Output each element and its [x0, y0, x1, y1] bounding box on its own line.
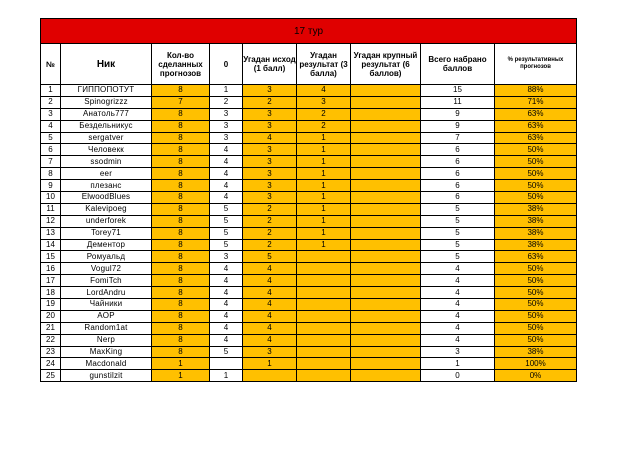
row-made: 1	[152, 358, 210, 370]
row-zero: 4	[210, 287, 243, 299]
row-zero: 2	[210, 96, 243, 108]
header-result: Угадан результат (3 балла)	[297, 44, 351, 85]
row-pct: 50%	[495, 322, 577, 334]
table-row	[41, 120, 577, 132]
table-row	[41, 346, 577, 358]
header-big: Угадан крупный результат (6 баллов)	[351, 44, 421, 85]
row-result: 1	[297, 144, 351, 156]
row-pct: 50%	[495, 144, 577, 156]
row-nick: Бездельникус	[61, 120, 152, 132]
row-outcome: 3	[243, 120, 297, 132]
row-big	[351, 227, 421, 239]
row-big	[351, 239, 421, 251]
row-number: 15	[41, 251, 61, 263]
header-num: №	[41, 44, 61, 85]
row-made: 8	[152, 215, 210, 227]
row-total: 15	[421, 85, 495, 97]
row-pct: 50%	[495, 156, 577, 168]
row-outcome: 2	[243, 227, 297, 239]
standings-table	[40, 18, 577, 382]
row-outcome: 5	[243, 251, 297, 263]
row-result: 1	[297, 168, 351, 180]
row-big	[351, 358, 421, 370]
row-number: 5	[41, 132, 61, 144]
table-row	[41, 215, 577, 227]
table-row	[41, 168, 577, 180]
row-nick: sergatver	[61, 132, 152, 144]
row-big	[351, 203, 421, 215]
row-big	[351, 334, 421, 346]
row-zero: 4	[210, 299, 243, 311]
row-total: 6	[421, 156, 495, 168]
row-total: 4	[421, 310, 495, 322]
table-row	[41, 310, 577, 322]
table-row	[41, 132, 577, 144]
row-big	[351, 108, 421, 120]
row-outcome: 2	[243, 215, 297, 227]
row-big	[351, 144, 421, 156]
row-result	[297, 370, 351, 382]
row-made: 8	[152, 132, 210, 144]
row-nick: ГИППОПОТУТ	[61, 85, 152, 97]
row-pct: 38%	[495, 346, 577, 358]
row-pct: 50%	[495, 180, 577, 192]
row-zero	[210, 358, 243, 370]
row-zero: 5	[210, 203, 243, 215]
row-outcome: 4	[243, 334, 297, 346]
row-total: 7	[421, 132, 495, 144]
row-big	[351, 251, 421, 263]
row-nick: Kalevipoeg	[61, 203, 152, 215]
row-total: 5	[421, 239, 495, 251]
row-result	[297, 299, 351, 311]
row-number: 21	[41, 322, 61, 334]
row-result: 1	[297, 180, 351, 192]
table-row	[41, 85, 577, 97]
row-made: 8	[152, 310, 210, 322]
row-big	[351, 180, 421, 192]
row-nick: gunstilzit	[61, 370, 152, 382]
row-pct: 50%	[495, 287, 577, 299]
row-zero: 5	[210, 239, 243, 251]
row-outcome: 4	[243, 322, 297, 334]
row-total: 11	[421, 96, 495, 108]
row-made: 8	[152, 180, 210, 192]
row-outcome: 2	[243, 96, 297, 108]
table-row	[41, 227, 577, 239]
row-big	[351, 299, 421, 311]
row-nick: ssodmin	[61, 156, 152, 168]
row-made: 8	[152, 322, 210, 334]
row-number: 8	[41, 168, 61, 180]
row-result	[297, 287, 351, 299]
row-made: 8	[152, 287, 210, 299]
row-big	[351, 287, 421, 299]
row-made: 8	[152, 275, 210, 287]
row-total: 9	[421, 108, 495, 120]
row-number: 25	[41, 370, 61, 382]
row-nick: Random1at	[61, 322, 152, 334]
row-made: 8	[152, 334, 210, 346]
row-outcome: 3	[243, 85, 297, 97]
row-big	[351, 346, 421, 358]
row-nick: Torey71	[61, 227, 152, 239]
row-number: 17	[41, 275, 61, 287]
row-total: 4	[421, 287, 495, 299]
row-outcome: 1	[243, 358, 297, 370]
row-number: 9	[41, 180, 61, 192]
row-total: 5	[421, 215, 495, 227]
row-made: 8	[152, 144, 210, 156]
row-zero: 4	[210, 310, 243, 322]
row-nick: Анатоль777	[61, 108, 152, 120]
table-row	[41, 239, 577, 251]
row-made: 8	[152, 108, 210, 120]
row-pct: 100%	[495, 358, 577, 370]
row-number: 16	[41, 263, 61, 275]
row-big	[351, 263, 421, 275]
row-nick: Дементор	[61, 239, 152, 251]
row-zero: 4	[210, 334, 243, 346]
row-result: 2	[297, 108, 351, 120]
row-zero: 4	[210, 322, 243, 334]
row-nick: MaxKing	[61, 346, 152, 358]
row-nick: Vogul72	[61, 263, 152, 275]
round-title: 17 тур	[41, 19, 577, 44]
header-outcome: Угадан исход (1 балл)	[243, 44, 297, 85]
table-row	[41, 144, 577, 156]
row-total: 6	[421, 180, 495, 192]
row-result: 1	[297, 156, 351, 168]
row-zero: 3	[210, 120, 243, 132]
row-result: 1	[297, 203, 351, 215]
table-row	[41, 263, 577, 275]
row-zero: 4	[210, 180, 243, 192]
table-row	[41, 192, 577, 204]
row-made: 8	[152, 85, 210, 97]
row-zero: 1	[210, 370, 243, 382]
row-total: 0	[421, 370, 495, 382]
table-row	[41, 251, 577, 263]
row-nick: Spinogrizzz	[61, 96, 152, 108]
row-outcome: 3	[243, 156, 297, 168]
table-row	[41, 299, 577, 311]
table-row	[41, 180, 577, 192]
row-big	[351, 120, 421, 132]
row-nick: AOP	[61, 310, 152, 322]
row-number: 1	[41, 85, 61, 97]
row-zero: 1	[210, 85, 243, 97]
row-outcome: 3	[243, 108, 297, 120]
row-result	[297, 263, 351, 275]
row-outcome: 3	[243, 192, 297, 204]
header-pct: % результативных прогнозов	[495, 44, 577, 85]
row-pct: 63%	[495, 108, 577, 120]
row-nick: Macdonald	[61, 358, 152, 370]
row-result: 4	[297, 85, 351, 97]
row-outcome: 3	[243, 180, 297, 192]
row-total: 4	[421, 322, 495, 334]
row-pct: 38%	[495, 227, 577, 239]
row-outcome: 4	[243, 310, 297, 322]
row-made: 7	[152, 96, 210, 108]
header-total: Всего набрано баллов	[421, 44, 495, 85]
row-pct: 0%	[495, 370, 577, 382]
row-total: 5	[421, 227, 495, 239]
table-body	[41, 85, 577, 382]
row-outcome: 3	[243, 144, 297, 156]
header-zero: 0	[210, 44, 243, 85]
row-pct: 63%	[495, 251, 577, 263]
row-pct: 50%	[495, 192, 577, 204]
row-total: 9	[421, 120, 495, 132]
row-number: 13	[41, 227, 61, 239]
row-result: 1	[297, 132, 351, 144]
row-pct: 63%	[495, 120, 577, 132]
row-pct: 50%	[495, 334, 577, 346]
row-pct: 38%	[495, 203, 577, 215]
row-result	[297, 251, 351, 263]
table-row	[41, 203, 577, 215]
row-pct: 63%	[495, 132, 577, 144]
row-pct: 50%	[495, 275, 577, 287]
row-big	[351, 156, 421, 168]
row-total: 1	[421, 358, 495, 370]
header-nick: Ник	[61, 44, 152, 85]
row-number: 18	[41, 287, 61, 299]
row-number: 10	[41, 192, 61, 204]
row-outcome: 3	[243, 168, 297, 180]
row-zero: 4	[210, 156, 243, 168]
row-number: 2	[41, 96, 61, 108]
row-result: 1	[297, 215, 351, 227]
row-total: 6	[421, 192, 495, 204]
table-row	[41, 334, 577, 346]
row-number: 24	[41, 358, 61, 370]
row-result	[297, 358, 351, 370]
row-result	[297, 275, 351, 287]
header-made: Кол-во сделанных прогнозов	[152, 44, 210, 85]
row-outcome: 4	[243, 287, 297, 299]
row-zero: 4	[210, 275, 243, 287]
row-zero: 5	[210, 227, 243, 239]
row-total: 4	[421, 334, 495, 346]
row-made: 8	[152, 227, 210, 239]
row-number: 6	[41, 144, 61, 156]
row-result	[297, 346, 351, 358]
row-result: 1	[297, 192, 351, 204]
row-made: 8	[152, 192, 210, 204]
row-result: 1	[297, 239, 351, 251]
row-zero: 4	[210, 168, 243, 180]
row-total: 4	[421, 263, 495, 275]
row-nick: FomiTch	[61, 275, 152, 287]
row-pct: 38%	[495, 239, 577, 251]
row-pct: 38%	[495, 215, 577, 227]
row-total: 6	[421, 168, 495, 180]
row-nick: плезанс	[61, 180, 152, 192]
row-zero: 3	[210, 108, 243, 120]
table-row	[41, 275, 577, 287]
row-total: 5	[421, 251, 495, 263]
row-pct: 71%	[495, 96, 577, 108]
row-pct: 50%	[495, 299, 577, 311]
row-result: 1	[297, 227, 351, 239]
row-made: 8	[152, 156, 210, 168]
row-big	[351, 85, 421, 97]
row-made: 8	[152, 203, 210, 215]
row-result	[297, 322, 351, 334]
row-total: 4	[421, 299, 495, 311]
row-total: 5	[421, 203, 495, 215]
row-big	[351, 132, 421, 144]
row-total: 3	[421, 346, 495, 358]
row-big	[351, 370, 421, 382]
row-pct: 50%	[495, 168, 577, 180]
table-row	[41, 358, 577, 370]
row-pct: 50%	[495, 263, 577, 275]
row-number: 11	[41, 203, 61, 215]
row-big	[351, 275, 421, 287]
table-row	[41, 322, 577, 334]
row-total: 4	[421, 275, 495, 287]
table-row	[41, 370, 577, 382]
row-number: 19	[41, 299, 61, 311]
row-nick: LordAndru	[61, 287, 152, 299]
row-zero: 3	[210, 132, 243, 144]
row-nick: ElwoodBlues	[61, 192, 152, 204]
row-big	[351, 168, 421, 180]
row-outcome: 4	[243, 275, 297, 287]
row-nick: Чайники	[61, 299, 152, 311]
row-nick: Ромуальд	[61, 251, 152, 263]
row-made: 8	[152, 239, 210, 251]
row-number: 7	[41, 156, 61, 168]
table-row	[41, 287, 577, 299]
row-outcome: 2	[243, 203, 297, 215]
row-big	[351, 215, 421, 227]
row-number: 20	[41, 310, 61, 322]
row-made: 1	[152, 370, 210, 382]
row-result: 3	[297, 96, 351, 108]
row-pct: 88%	[495, 85, 577, 97]
row-big	[351, 322, 421, 334]
row-made: 8	[152, 120, 210, 132]
row-outcome: 4	[243, 299, 297, 311]
row-number: 14	[41, 239, 61, 251]
row-result	[297, 310, 351, 322]
row-total: 6	[421, 144, 495, 156]
row-outcome: 4	[243, 132, 297, 144]
row-made: 8	[152, 299, 210, 311]
row-made: 8	[152, 346, 210, 358]
row-zero: 4	[210, 263, 243, 275]
row-number: 4	[41, 120, 61, 132]
row-nick: Человекк	[61, 144, 152, 156]
row-zero: 4	[210, 192, 243, 204]
row-zero: 5	[210, 346, 243, 358]
row-result	[297, 334, 351, 346]
row-big	[351, 96, 421, 108]
row-outcome: 4	[243, 263, 297, 275]
row-big	[351, 310, 421, 322]
row-number: 3	[41, 108, 61, 120]
table-row	[41, 156, 577, 168]
table-row	[41, 96, 577, 108]
row-nick: underforek	[61, 215, 152, 227]
row-outcome	[243, 370, 297, 382]
row-made: 8	[152, 263, 210, 275]
row-number: 23	[41, 346, 61, 358]
row-zero: 5	[210, 215, 243, 227]
row-big	[351, 192, 421, 204]
row-zero: 3	[210, 251, 243, 263]
row-pct: 50%	[495, 310, 577, 322]
row-nick: eer	[61, 168, 152, 180]
table-row	[41, 108, 577, 120]
row-zero: 4	[210, 144, 243, 156]
row-result: 2	[297, 120, 351, 132]
row-number: 22	[41, 334, 61, 346]
row-outcome: 3	[243, 346, 297, 358]
row-number: 12	[41, 215, 61, 227]
row-nick: Nerp	[61, 334, 152, 346]
row-made: 8	[152, 251, 210, 263]
row-outcome: 2	[243, 239, 297, 251]
row-made: 8	[152, 168, 210, 180]
